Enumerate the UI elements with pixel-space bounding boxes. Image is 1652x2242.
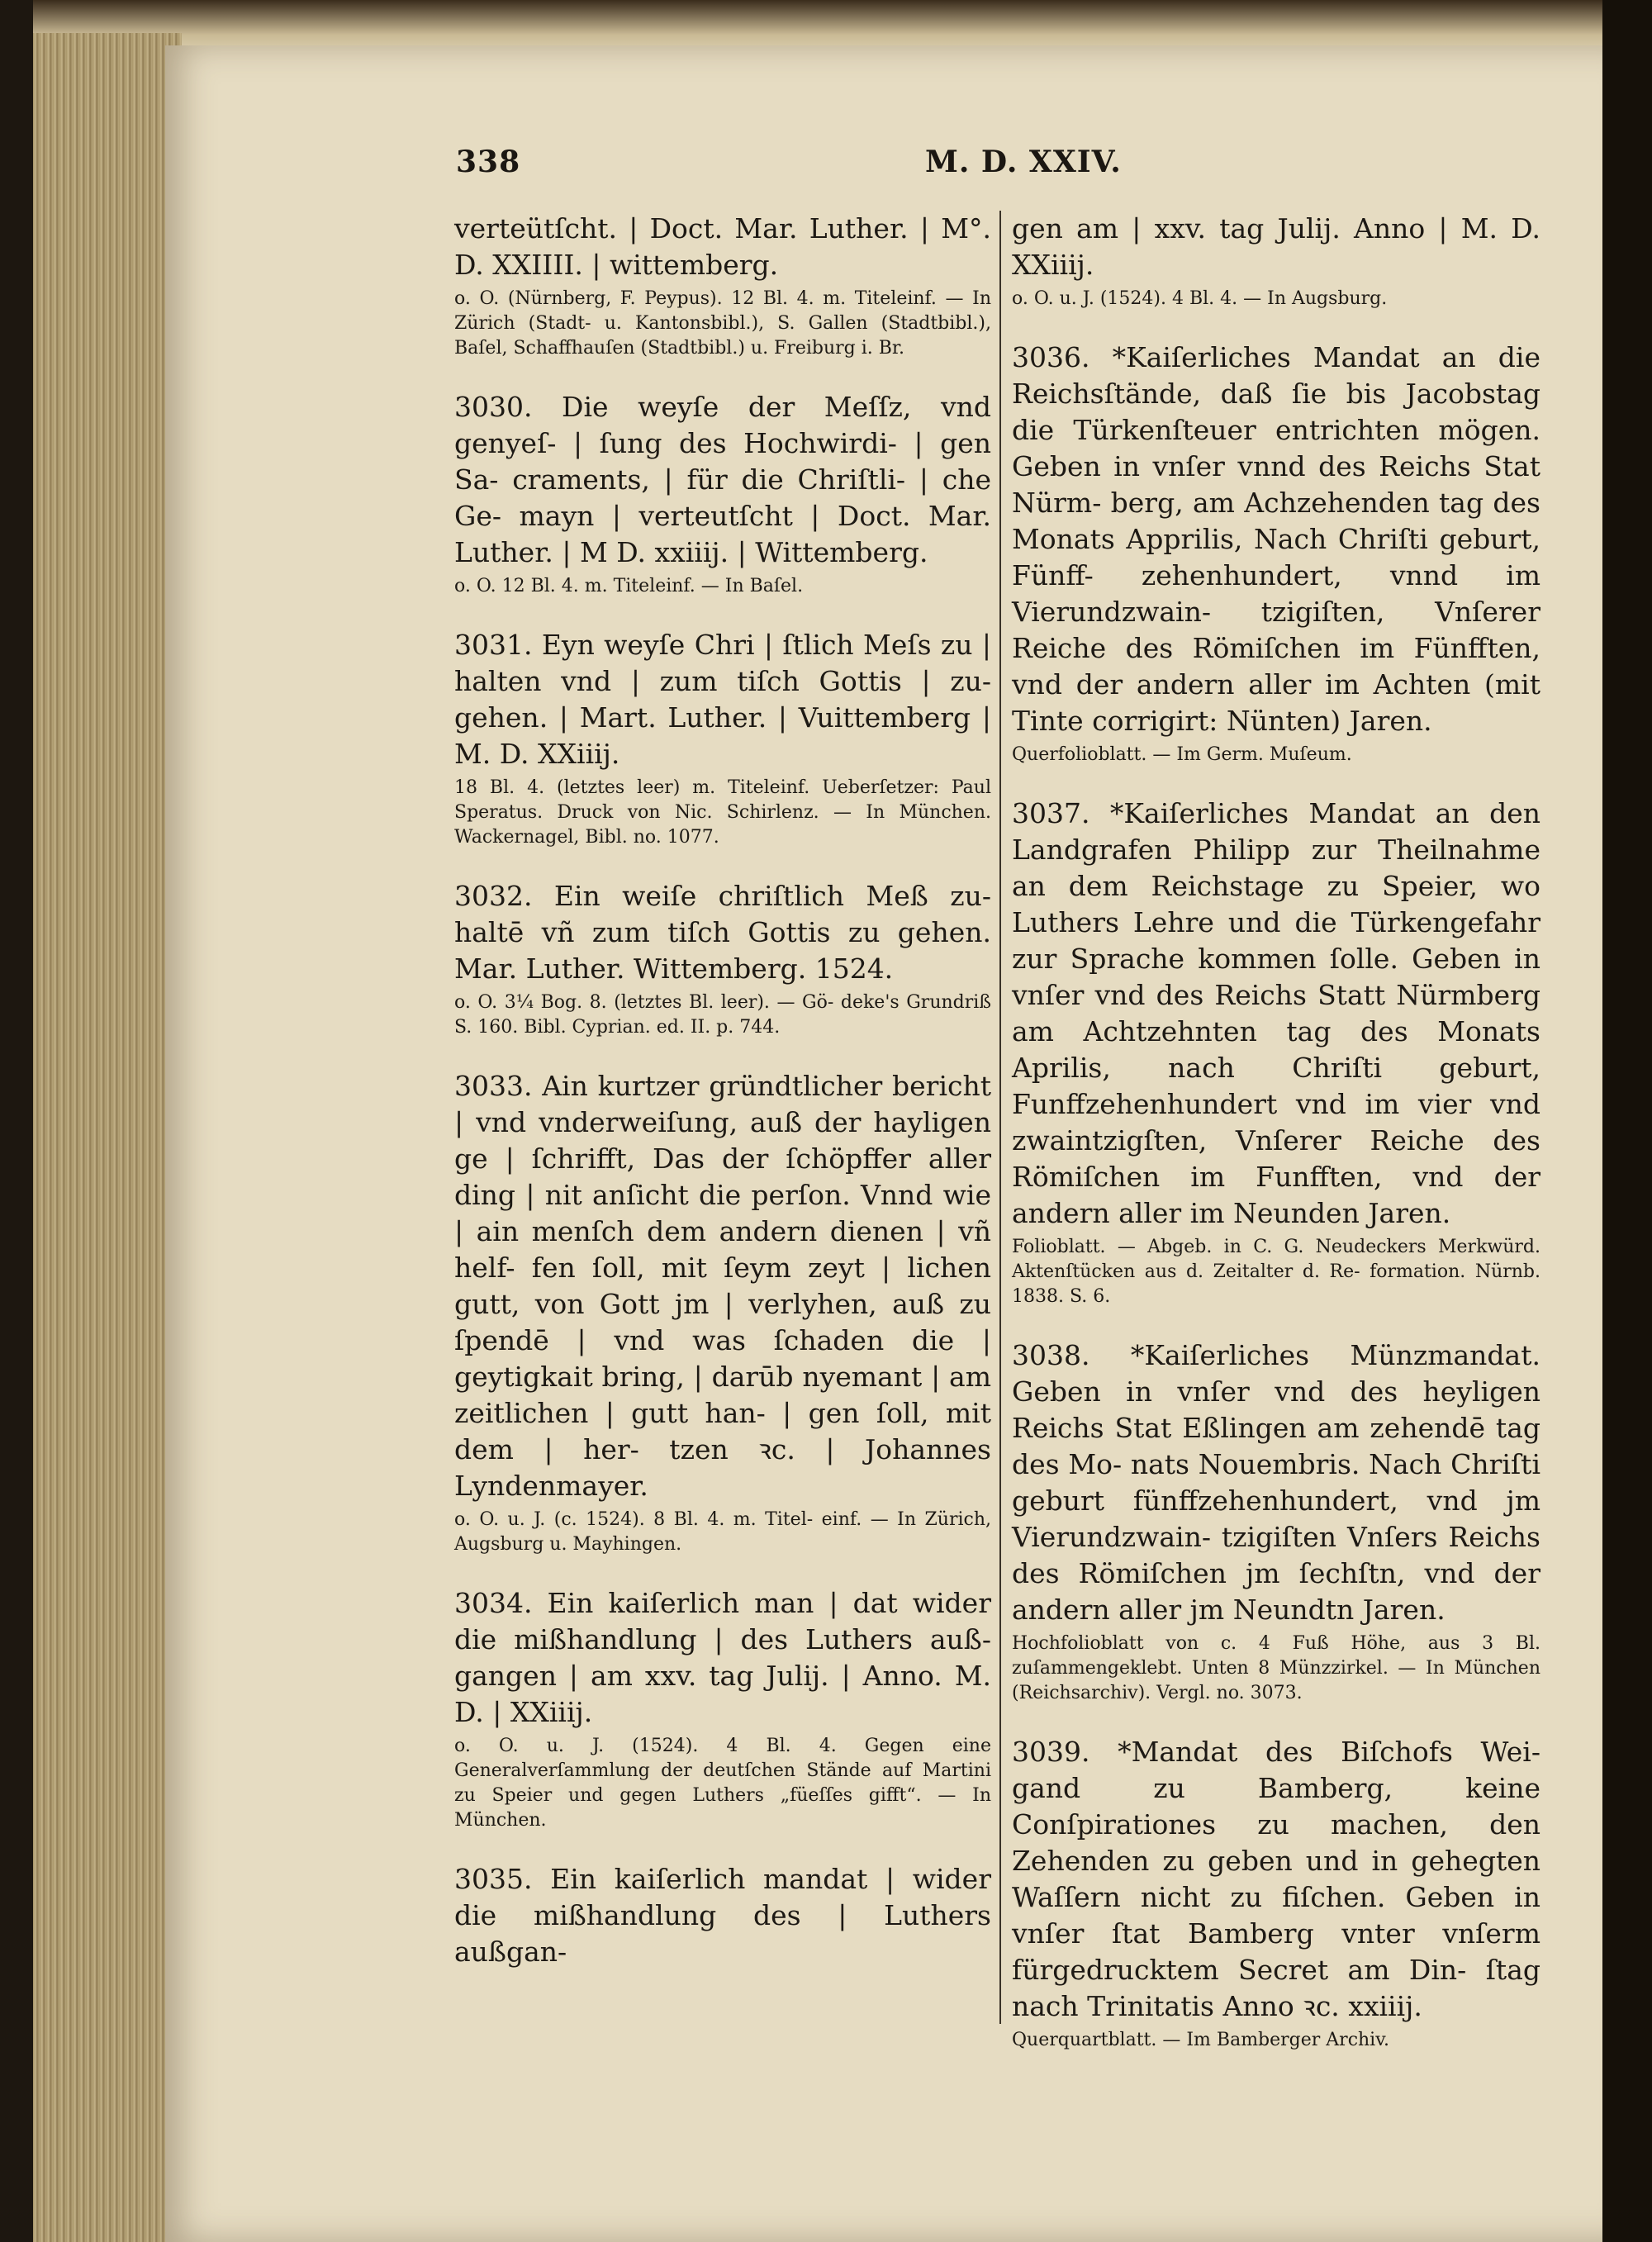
entry [454, 1861, 991, 1970]
entry-title: 3038. *Kaiſerliches Münzmandat. Geben in vnſer vnd des heyligen Reichs Stat Eßlingen am zehendē tag des Mo- nats Nouembris. Nach Chriſti geburt fünffzehenhundert, vnd jm Vierundzwain- tzigiſten Vnſers Reichs des Römiſchen jm ſechſtn, vnd der andern aller jm Neundtn Jaren. [1012, 1339, 1540, 1626]
entry-title: 3039. *Mandat des Biſchofs Wei- gand zu Bamberg, keine Conſpirationes zu machen, den Zehenden zu geben und in gehegten Waſſern nicht zu fiſchen. Geben in vnſer ſtat Bamberg vnter vnſerm fürgedrucktem Secret am Din- ſtag nach Trinitatis Anno ꝛc. xxiiij. [1012, 1736, 1540, 2022]
entry-note: o. O. u. J. (c. 1524). 8 Bl. 4. m. Titel- einf. — In Zürich, Augsburg u. Mayhingen. [454, 1509, 991, 1555]
entry-title: 3037. *Kaiſerliches Mandat an den Landgrafen Philipp zur Theilnahme an dem Reichstage zu Speier, wo Luthers Lehre und die Türkengefahr zur Sprache kommen ſolle. Geben in vnſer vnd des Reichs Statt Nürmberg am Achtzehnten tag des Monats Aprilis, nach Chriſti geburt, Funffzehenhundert vnd im vier vnd zwaintzigſten, Vnſerer Reiche des Römiſchen im Funfften, vnd der andern aller im Neunden Jaren. [1012, 797, 1540, 1229]
entry-title: 3036. *Kaiſerliches Mandat an die Reichsſtände, daß ſie bis Jacobstag die Türkenſteuer entrichten mögen. Geben in vnſer vnnd des Reichs Stat Nürm- berg, am Achzehenden tag des Monats Apprilis, Nach Chriſti geburt, Fünff- zehenhundert, vnnd im Vierundzwain- tzigiſten, Vnſerer Reiche des Römiſchen im Fünfften, vnd der andern aller im Achten (mit Tinte corrigirt: Nünten) Jaren. [1012, 341, 1540, 737]
entry [1012, 1734, 1540, 2053]
entry [454, 1068, 991, 1557]
entry-note: Hochfolioblatt von c. 4 Fuß Höhe, aus 3 Bl. zuſammengeklebt. Unten 8 Münzzirkel. — In München (Reichsarchiv). Vergl. no. 3073. [1012, 1633, 1540, 1703]
entry [1012, 796, 1540, 1309]
entry-note: o. O. u. J. (1524). 4 Bl. 4. — In Augsburg. [1012, 288, 1388, 309]
left-column [454, 211, 991, 1998]
entry-title: 3033. Ain kurtzer gründtlicher bericht | vnd vnderweiſung, auß der hayligen ge | ſchrifft, Das der ſchöpffer aller ding | nit anſicht die perſon. Vnnd wie | ain menſch dem andern dienen | vñ helf- fen ſoll, mit ſeym zeyt | lichen gutt, von Gott jm | verlyhen, auß zu ſpendē | vnd was ſchaden die | geytigkait bring, | darūb nyemant | am zeitlichen | gutt han- | gen ſoll, mit dem | her- tzen ꝛc. | Johannes Lyndenmayer. [454, 1070, 991, 1502]
entry-note: o. O. (Nürnberg, F. Peypus). 12 Bl. 4. m. Titeleinf. — In Zürich (Stadt- u. Kantonsbibl.), S. Gallen (Stadtbibl.), Baſel, Schaffhauſen (Stadtbibl.) u. Freiburg i. Br. [454, 288, 991, 359]
entry-note: o. O. 12 Bl. 4. m. Titeleinf. — In Baſel. [454, 576, 804, 596]
entry-note: o. O. u. J. (1524). 4 Bl. 4. Gegen eine Generalverſammlung der deutſchen Stände auf Martini zu Speier und gegen Luthers „füeſſes gifft“. — In München. [454, 1736, 991, 1831]
running-head: M. D. XXIV. [925, 145, 1122, 179]
scan-border [1602, 0, 1652, 2242]
page-number: 338 [456, 145, 521, 179]
right-column [1012, 211, 1540, 2081]
entry-note: Querquartblatt. — Im Bamberger Archiv. [1012, 2030, 1390, 2050]
entry [454, 211, 991, 361]
entry-note: Querfolioblatt. — Im Germ. Muſeum. [1012, 744, 1352, 765]
entry-title: 3034. Ein kaiſerlich man | dat wider die mißhandlung | des Luthers auß- gangen | am xxv. tag Julij. | Anno. M. D. | XXiiij. [454, 1587, 991, 1728]
entry-note: 18 Bl. 4. (letztes leer) m. Titeleinf. Ueberſetzer: Paul Speratus. Druck von Nic. Schirlenz. — In München. Wackernagel, Bibl. no. 1077. [454, 777, 991, 848]
entry [454, 389, 991, 599]
entry-title: 3030. Die weyſe der Meſſz, vnd genyeſ- | ſung des Hochwirdi- | gen Sa- craments, | für die Chriſtli- | che Ge- mayn | verteutſcht | Doct. Mar. Luther. | M D. xxiiij. | Wittemberg. [454, 391, 991, 568]
entry [454, 627, 991, 850]
entry-title: 3035. Ein kaiſerlich mandat | wider die mißhandlung des | Luthers außgan- [454, 1863, 991, 1968]
entry-note: o. O. 3¼ Bog. 8. (letztes Bl. leer). — Gö- deke's Grundriß S. 160. Bibl. Cyprian. ed. II. p. 744. [454, 992, 991, 1038]
book-top-edge [33, 0, 1644, 50]
entry-title: verteütſcht. | Doct. Mar. Luther. | M°. D. XXIIII. | wittemberg. [454, 212, 991, 281]
entry-title: gen am | xxv. tag Julij. Anno | M. D. XXiiij. [1012, 212, 1540, 281]
entry [1012, 211, 1540, 311]
entry [1012, 1337, 1540, 1706]
entry-title: 3031. Eyn weyſe Chri | ſtlich Meſs zu | halten vnd | zum tiſch Gottis | zu- gehen. | Mart. Luther. | Vuittemberg | M. D. XXiiij. [454, 629, 991, 770]
entry [454, 1585, 991, 1833]
entry-note: Folioblatt. — Abgeb. in C. G. Neudeckers Merkwürd. Aktenſtücken aus d. Zeitalter d. Re- formation. Nürnb. 1838. S. 6. [1012, 1237, 1540, 1307]
entry [1012, 340, 1540, 767]
book-page-edges [33, 33, 182, 2242]
entry [454, 878, 991, 1040]
column-divider [999, 211, 1001, 2024]
entry-title: 3032. Ein weiſe chriſtlich Meß zu- haltē vñ zum tiſch Gottis zu gehen. Mar. Luther. Wittemberg. 1524. [454, 880, 991, 985]
